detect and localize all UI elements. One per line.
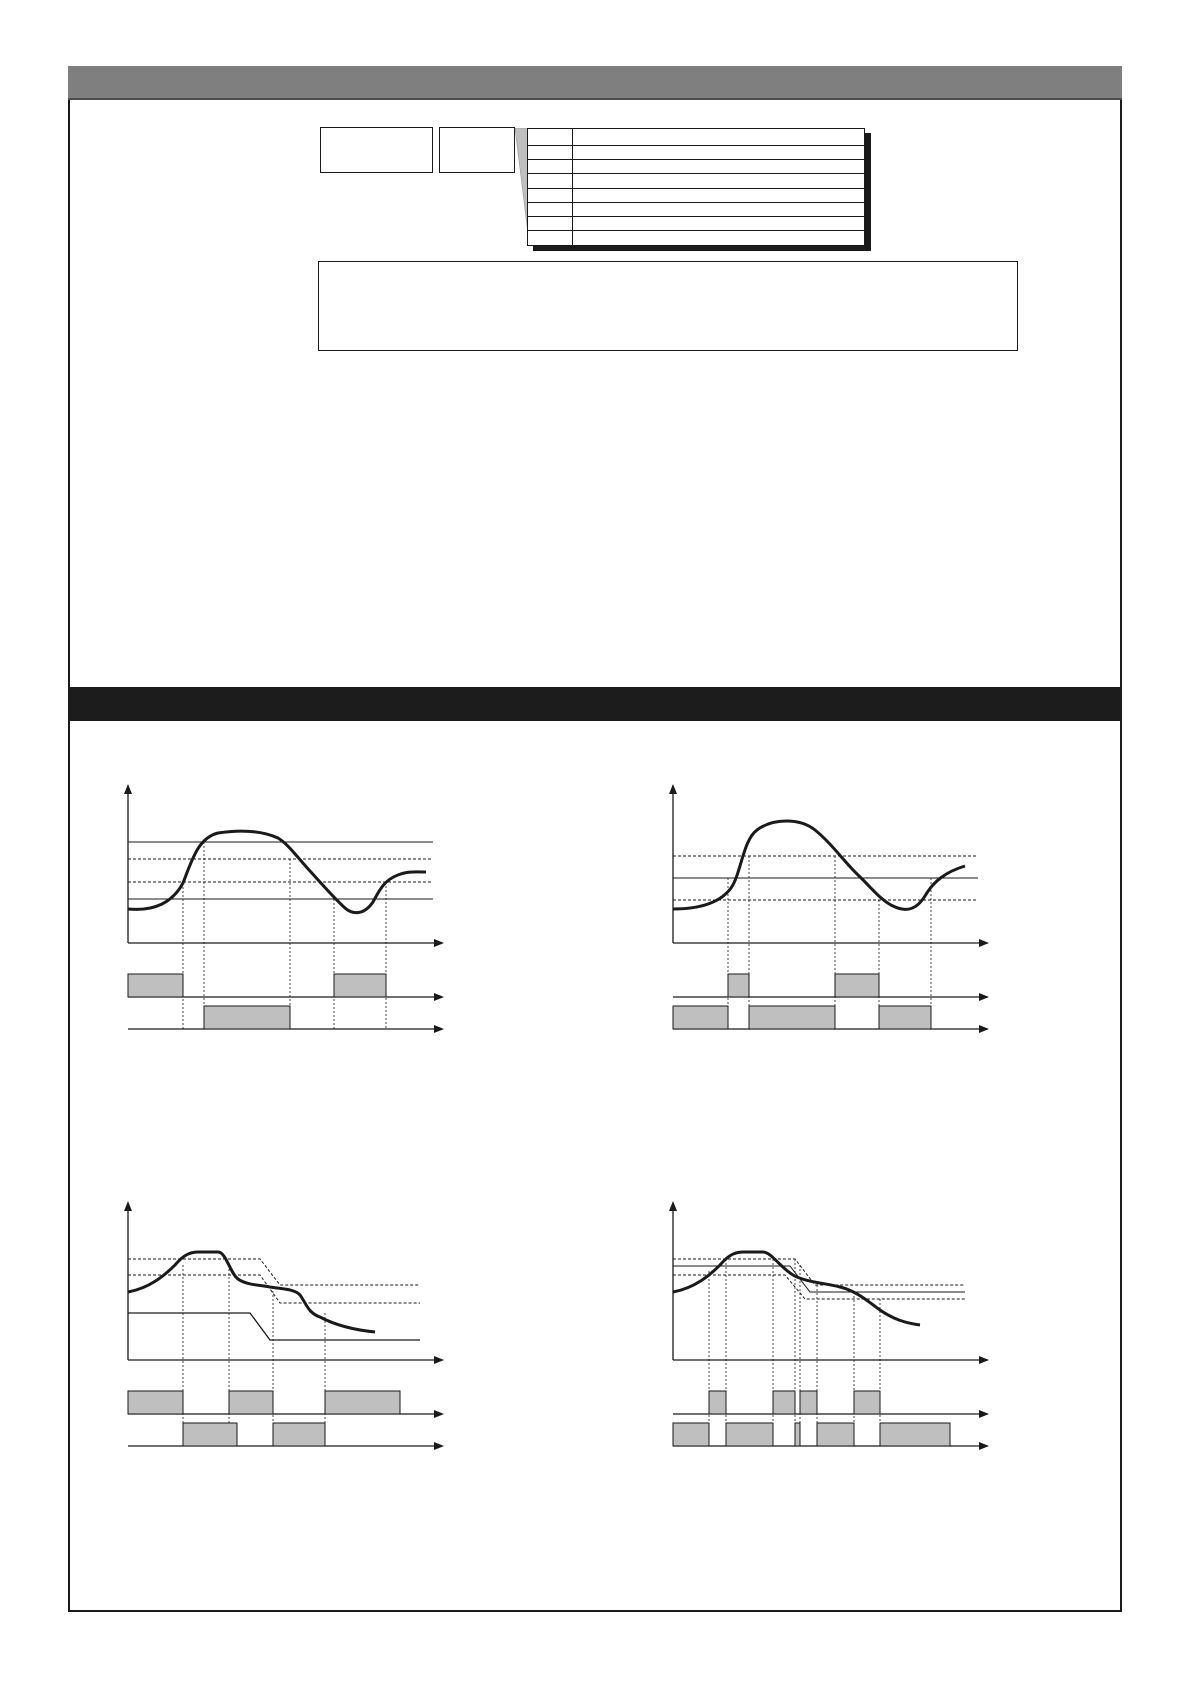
table-row	[528, 230, 864, 231]
signal-curve	[673, 1252, 920, 1325]
diagram-bottom-left	[120, 1195, 450, 1460]
output-2-on	[879, 1006, 931, 1029]
diagram-bottom-right	[665, 1195, 995, 1460]
output-2-on	[183, 1423, 237, 1446]
parameter-code-box	[320, 127, 433, 173]
table-row	[528, 145, 864, 146]
output-2-on	[673, 1423, 709, 1446]
output-1-on	[709, 1391, 726, 1414]
table-row	[528, 173, 864, 174]
parameter-value-box	[439, 127, 515, 173]
output-1-on	[334, 974, 386, 997]
output-1-on	[229, 1391, 273, 1414]
output-1-on	[854, 1391, 880, 1414]
tracking-band-lower	[673, 1275, 965, 1299]
tracking-band-upper	[673, 1259, 965, 1285]
output-2-on	[817, 1423, 854, 1446]
output-2-on	[726, 1423, 773, 1446]
signal-curve	[673, 821, 965, 909]
signal-curve	[128, 831, 426, 913]
note-box	[318, 261, 1018, 351]
tracking-setpoint	[128, 1313, 420, 1340]
table-row	[528, 202, 864, 203]
options-table-body	[527, 128, 865, 246]
output-1-on	[773, 1391, 795, 1414]
diagram-top-left	[120, 778, 450, 1043]
output-1-on	[325, 1391, 400, 1414]
table-row	[528, 216, 864, 217]
section-header-bar-grey	[68, 66, 1122, 100]
options-table	[527, 128, 865, 246]
output-1-on	[128, 1391, 183, 1414]
diagram-top-right	[665, 778, 995, 1043]
output-2-on	[204, 1006, 290, 1029]
output-2-on	[749, 1006, 835, 1029]
output-1-on	[800, 1391, 817, 1414]
output-1-on	[728, 974, 749, 997]
table-row	[528, 188, 864, 189]
table-row	[528, 159, 864, 160]
tracking-band-upper	[128, 1259, 420, 1285]
output-1-on	[128, 974, 183, 997]
output-2-on	[673, 1006, 728, 1029]
output-2-on	[273, 1423, 325, 1446]
output-1-on	[835, 974, 879, 997]
section-header-bar-black	[68, 687, 1122, 721]
options-table-divider	[572, 129, 573, 245]
output-2-on	[880, 1423, 950, 1446]
signal-curve	[128, 1252, 375, 1332]
output-2-on	[795, 1423, 800, 1446]
